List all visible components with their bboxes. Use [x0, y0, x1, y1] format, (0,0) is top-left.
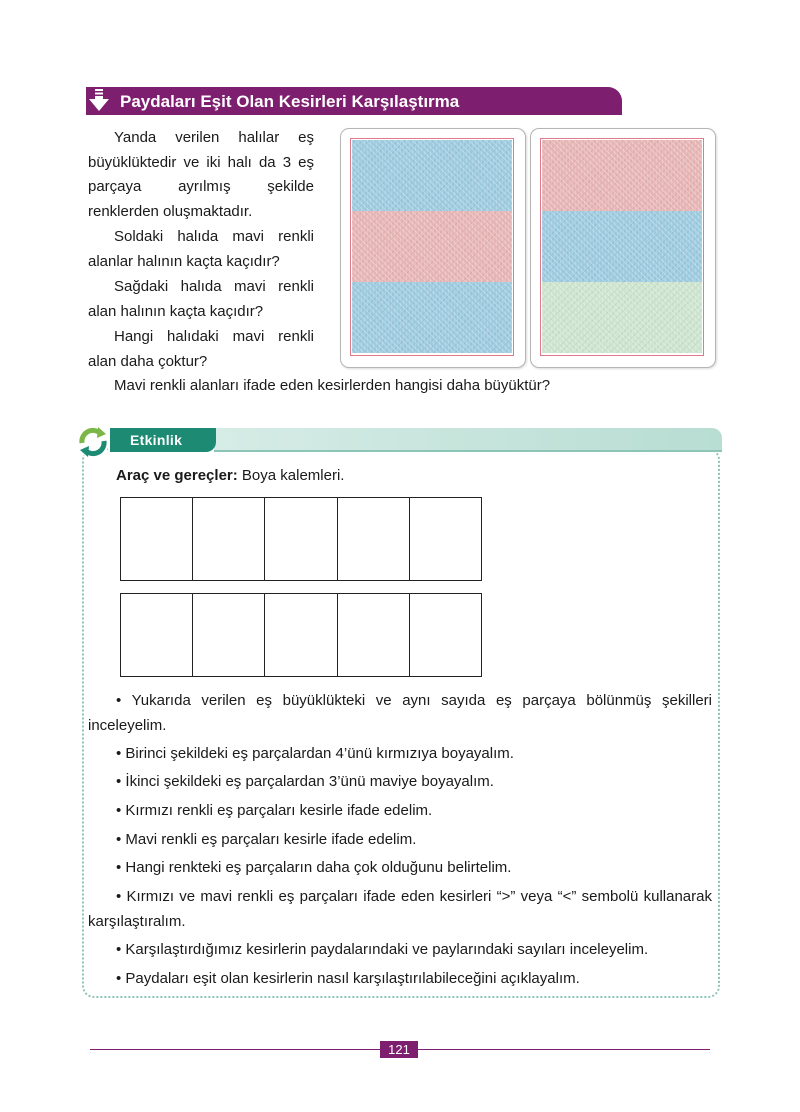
grid-cell[interactable]	[410, 594, 481, 676]
activity-bullet: • Mavi renkli eş parçaları kesirle ifade edelim.	[116, 831, 417, 848]
activity-bullet: • Kırmızı ve mavi renkli eş parçaları ifade eden kesirleri “>” veya “<” sembolü kullanarak karşılaştıralım.	[88, 888, 712, 930]
activity-label: Etkinlik	[130, 432, 183, 448]
carpet-stripe-blue	[352, 140, 512, 211]
carpet-stripe-pink	[352, 211, 512, 282]
grid-cell[interactable]	[193, 498, 265, 580]
section-title: Paydaları Eşit Olan Kesirleri Karşılaştırma	[120, 92, 460, 111]
grid-cell[interactable]	[265, 594, 337, 676]
activity-header-band	[214, 428, 722, 452]
carpet-stripe-green	[542, 282, 702, 353]
left-carpet-frame	[340, 128, 526, 368]
grid-cell[interactable]	[338, 594, 410, 676]
grid-cell[interactable]	[410, 498, 481, 580]
intro-paragraph: Soldaki halıda mavi renkli alanlar halının kaçta kaçıdır?	[88, 228, 314, 270]
grid-cell[interactable]	[193, 594, 265, 676]
carpet-stripe-pink	[542, 140, 702, 211]
activity-bullet: • Karşılaştırdığımız kesirlerin paydalarındaki ve paylarındaki sayıları inceleyelim.	[116, 941, 649, 958]
down-arrow-icon	[88, 89, 110, 113]
materials-value: Boya kalemleri.	[237, 467, 345, 484]
activity-bullet: • Kırmızı renkli eş parçaları kesirle ifade edelim.	[116, 802, 433, 819]
right-carpet-frame	[530, 128, 716, 368]
intro-question: Mavi renkli alanları ifade eden kesirlerden hangisi daha büyüktür?	[114, 377, 551, 394]
grid-cell[interactable]	[338, 498, 410, 580]
intro-paragraph: Sağdaki halıda mavi renkli alan halının kaçta kaçıdır?	[88, 278, 314, 320]
grid-cell[interactable]	[121, 594, 193, 676]
grid-cell[interactable]	[265, 498, 337, 580]
grid-cell[interactable]	[121, 498, 193, 580]
first-shape-grid	[120, 497, 482, 581]
intro-paragraph: Hangi halıdaki mavi renkli alan daha çoktur?	[88, 328, 314, 370]
materials-label: Araç ve gereçler:	[116, 467, 238, 484]
intro-paragraph: Yanda verilen halılar eş büyüklüktedir ve iki halı da 3 eş parçaya ayrılmış şekilde renklerden oluşmaktadır.	[88, 129, 314, 220]
activity-bullet: • Yukarıda verilen eş büyüklükteki ve aynı sayıda eş parçaya bölünmüş şekilleri inceleyelim.	[88, 692, 712, 734]
recycle-arrows-icon	[74, 423, 112, 461]
carpet-stripe-blue	[542, 211, 702, 282]
second-shape-grid	[120, 593, 482, 677]
materials-line	[116, 466, 344, 486]
page-number: 121	[388, 1042, 410, 1057]
activity-bullet: • İkinci şekildeki eş parçalardan 3’ünü maviye boyayalım.	[116, 773, 494, 790]
left-carpet	[350, 138, 514, 356]
activity-bullet: • Paydaları eşit olan kesirlerin nasıl karşılaştırılabileceğini açıklayalım.	[116, 970, 580, 987]
carpet-stripe-blue	[352, 282, 512, 353]
right-carpet	[540, 138, 704, 356]
activity-bullet: • Birinci şekildeki eş parçalardan 4’ünü kırmızıya boyayalım.	[116, 745, 514, 762]
activity-bullet: • Hangi renkteki eş parçaların daha çok olduğunu belirtelim.	[116, 859, 512, 876]
